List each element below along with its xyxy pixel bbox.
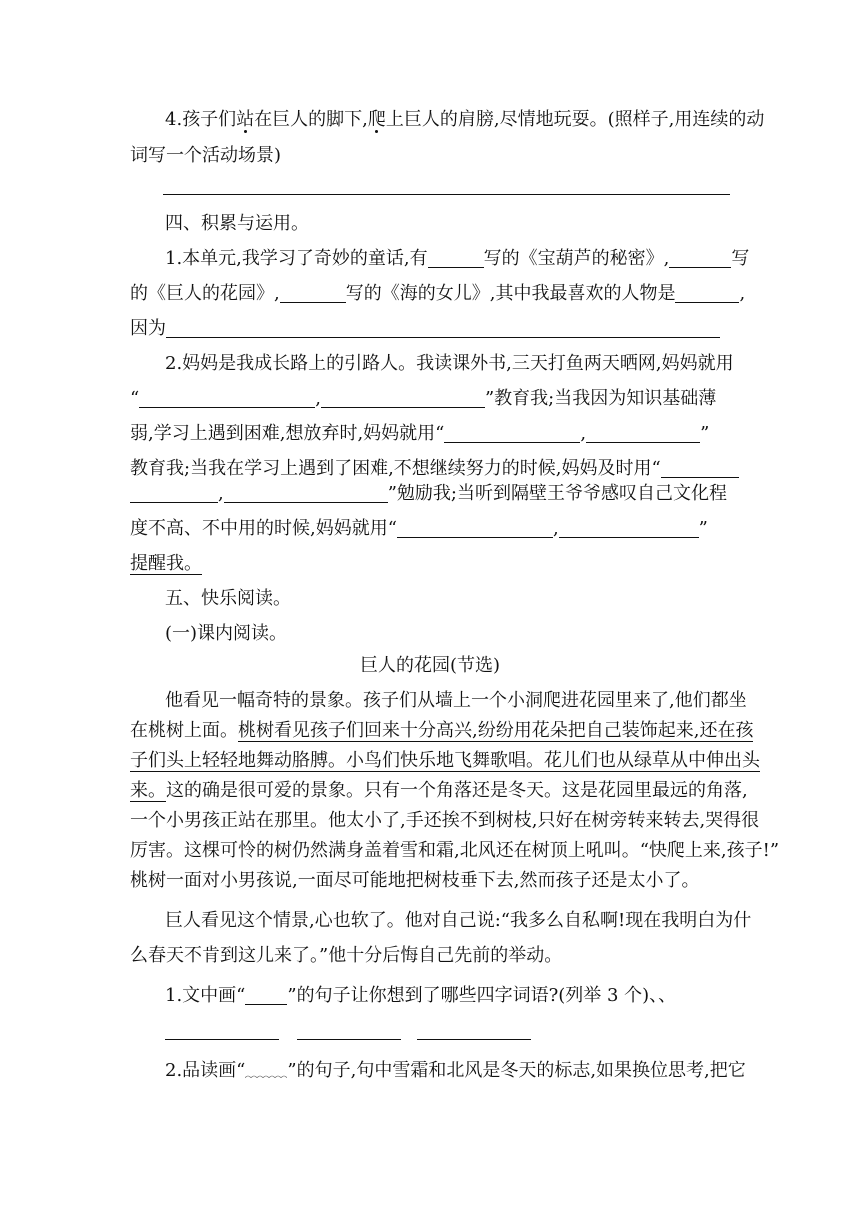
passage-title: 巨人的花园(节选) [359,655,501,676]
text: 写 [731,248,750,269]
question-4-line2: 词写一个活动场景) [130,145,282,166]
text: ”的句子,句中雪霜和北风是冬天的标志,如果换位思考,把它 [287,1060,746,1081]
item-4-2-line7 [130,549,730,579]
text: 在巨人的脚下, [254,109,368,130]
item-4-1-line3 [130,314,730,344]
text: , [739,283,746,304]
text: 的《巨人的花园》, [130,283,280,304]
section-4-title: 四、积累与运用。 [165,213,309,234]
text: ”教育我;当我因为知识基础薄 [484,388,717,409]
text: 度不高、不中用的时候,妈妈就用“ [130,518,397,539]
text: 2.品读画“ [165,1060,246,1081]
fill-blank[interactable] [297,1019,401,1040]
fill-blank[interactable] [280,282,346,303]
passage-line [130,746,760,776]
item-4-2-line3 [130,419,730,449]
passage-line: 厉害。这棵可怜的树仍然满身盖着雪和霜,北风还在树顶上吼叫。“快爬上来,孩子!” [130,840,780,861]
text: , [552,518,559,539]
passage-line: 巨人看见这个情景,心也软了。他对自己说:“我多么自私啊!现在我明白为什 [165,910,752,931]
text: 提醒我。 [130,553,202,574]
reading-question-1-answers [165,1016,730,1046]
item-4-1-line2 [130,279,746,309]
text: 弱,学习上遇到困难,想放弃时,妈妈就用“ [130,423,445,444]
fill-blank[interactable] [675,282,739,303]
fill-blank[interactable] [417,1019,531,1040]
text: 教育我;当我在学习上遇到了困难,不想继续努力的时候,妈妈及时用“ [130,458,661,479]
text: 1.本单元,我学习了奇妙的童话,有 [165,248,428,269]
passage-line: 一个小男孩正站在那里。他太小了,手还挨不到树枝,只好在树旁转来转去,哭得很 [130,810,760,831]
fill-blank[interactable] [586,422,700,443]
fill-blank[interactable] [428,247,484,268]
fill-blank[interactable] [444,422,580,443]
fill-blank[interactable] [321,387,485,408]
item-4-1-line1 [165,244,750,274]
item-4-2-line1: 2.妈妈是我成长路上的引路人。我读课外书,三天打鱼两天晒网,妈妈就用 [165,353,734,374]
passage-line [130,776,748,806]
reading-question-1 [165,981,730,1011]
text: 因为 [130,318,166,339]
text: 在桃树上面。 [130,720,238,741]
answer-line[interactable] [163,194,730,195]
fill-blank[interactable] [669,247,731,268]
text: 上巨人的肩膀,尽情地玩耍。(照样子,用连续的动 [385,109,765,130]
fill-blank[interactable] [165,1019,279,1040]
fill-blank[interactable] [559,517,699,538]
text: ” [700,423,710,444]
fill-blank[interactable] [166,317,720,338]
item-4-2-line6 [130,514,730,544]
wavy-underline-sample [245,1068,287,1078]
text: ” [698,518,708,539]
section-5-subtitle: (一)课内阅读。 [165,623,288,644]
item-4-2-line2 [130,384,730,414]
question-4-line1 [165,105,765,135]
underline-sample [245,984,287,1005]
question-number: 4. [165,109,183,130]
section-5-title: 五、快乐阅读。 [165,588,291,609]
text: , [580,423,587,444]
text: ”的句子让你想到了哪些四字词语?(列举 3 个)、、 [287,985,677,1006]
passage-line: 他看见一幅奇特的景象。孩子们从墙上一个小洞爬进花园里来了,他们都坐 [165,690,747,711]
text: 这的确是很可爱的景象。只有一个角落还是冬天。这是花园里最远的角落, [166,780,748,801]
item-4-2-line5 [130,479,730,509]
dotted-char: 站 [236,109,255,130]
fill-blank[interactable] [130,482,218,503]
text: “ [130,388,140,409]
text: 写的《海的女儿》,其中我最喜欢的人物是 [345,283,676,304]
fill-blank[interactable] [224,482,388,503]
dotted-char: 爬 [367,109,386,130]
passage-line [130,716,754,746]
fill-blank[interactable] [397,517,553,538]
fill-blank[interactable] [139,387,315,408]
text: 写的《宝葫芦的秘密》, [483,248,670,269]
text: , [218,483,224,504]
text: 1.文中画“ [165,985,246,1006]
underlined-sentence: 来。 [130,780,166,801]
underlined-sentence: 子们头上轻轻地舞动胳膊。小鸟们快乐地飞舞歌唱。花儿们也从绿草从中伸出头 [130,750,760,771]
text: ”勉励我;当听到隔壁王爷爷感叹自己文化程 [387,483,727,504]
passage-line: 么春天不肯到这儿来了。”他十分后悔自己先前的举动。 [130,945,563,966]
fill-blank[interactable] [661,457,739,478]
underlined-sentence: 桃树看见孩子们回来十分高兴,纷纷用花朵把自己装饰起来,还在孩 [238,720,754,741]
text: 孩子们 [182,109,237,130]
passage-line: 桃树一面对小男孩说,一面尽可能地把树枝垂下去,然而孩子还是太小了。 [130,870,700,891]
text: , [315,388,321,409]
reading-question-2 [165,1056,746,1086]
